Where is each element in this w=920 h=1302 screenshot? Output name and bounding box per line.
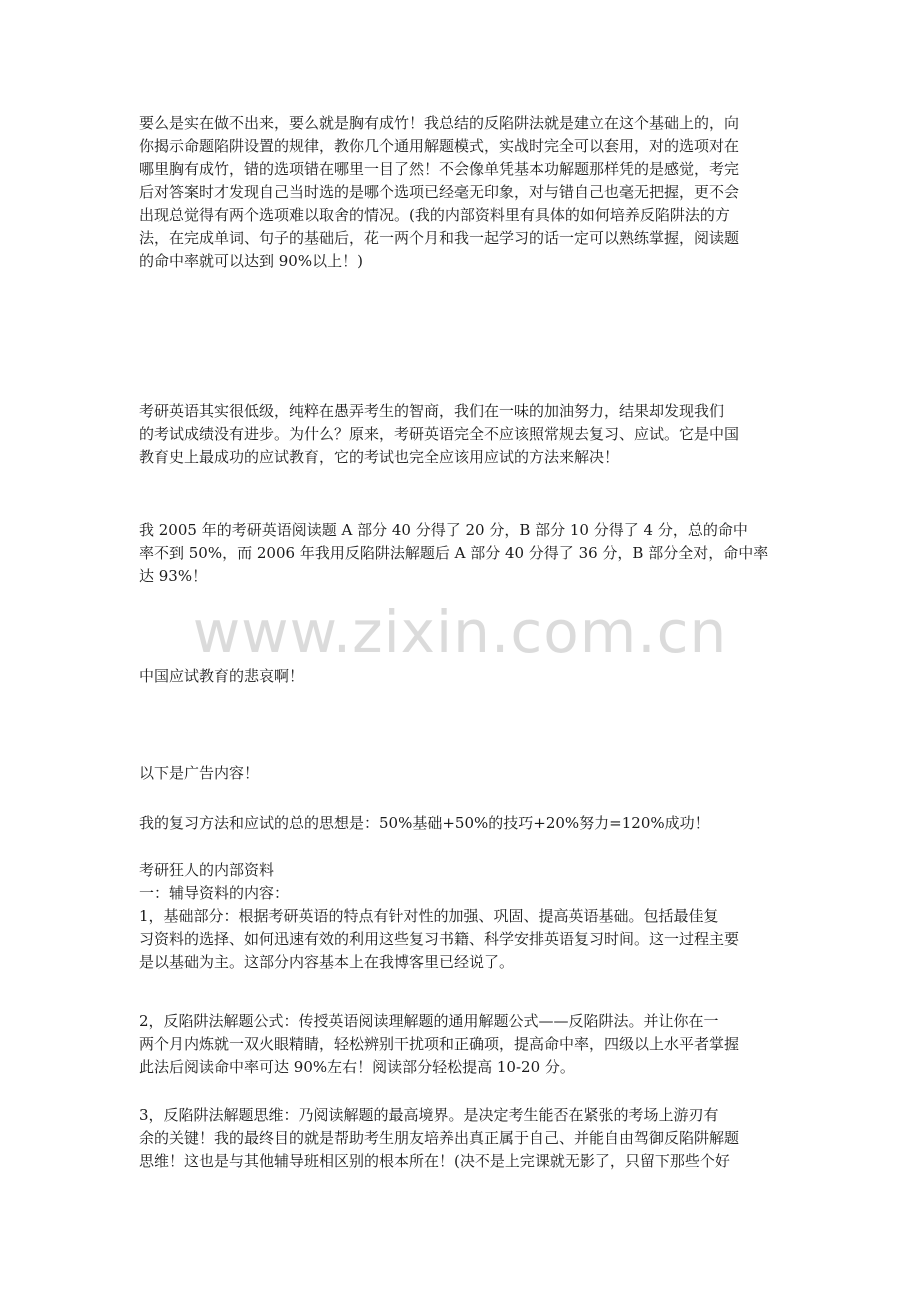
paragraph-materials-basics [139,859,789,974]
paragraph-trap-thinking [139,1104,789,1173]
watermark-text: www.zixin.com.cn [192,598,728,666]
text-line: 以下是广告内容！ [139,764,260,782]
text-line: 教育史上最成功的应试教育，它的考试也完全应该用应试的方法来解决！ [139,448,620,466]
text-line: 哪里胸有成竹，错的选项错在哪里一目了然！不会像单凭基本功解题那样凭的是感觉，考完 [139,160,740,178]
paragraph-exam-criticism [139,400,789,469]
text-line: 3，反陷阱法解题思维：乃阅读解题的最高境界。是决定考生能否在紧张的考场上游刃有 [139,1106,719,1124]
text-line: 率不到 50%，而 2006 年我用反陷阱法解题后 A 部分 40 分得了 36 分，B 部分全对，命中率 [139,544,769,562]
text-line: 达 93%！ [139,567,208,585]
text-line: 中国应试教育的悲哀啊！ [139,667,305,685]
text-line: 思维！这也是与其他辅导班相区别的根本所在！(决不是上完课就无影了，只留下那些个好 [139,1152,730,1170]
text-line: 习资料的选择、如何迅速有效的利用这些复习书籍、科学安排英语复习时间。这一过程主要 [139,930,740,948]
text-line: 要么是实在做不出来，要么就是胸有成竹！我总结的反陷阱法就是建立在这个基础上的，向 [139,114,740,132]
text-line: 你揭示命题陷阱设置的规律，教你几个通用解题模式，实战时完全可以套用，对的选项对在 [139,137,740,155]
paragraph-trap-method-intro [139,112,789,273]
text-line: 我 2005 年的考研英语阅读题 A 部分 40 分得了 20 分，B 部分 10 分得了 4 分，总的命中 [139,521,748,539]
text-line: 是以基础为主。这部分内容基本上在我博客里已经说了。 [139,953,515,971]
text-line: 考研英语其实很低级，纯粹在愚弄考生的智商，我们在一味的加油努力，结果却发现我们 [139,402,725,420]
text-line: 后对答案时才发现自己当时选的是哪个选项已经毫无印象，对与错自己也毫无把握，更不会 [139,183,740,201]
text-line: 法，在完成单词、句子的基础后，花一两个月和我一起学习的话一定可以熟练掌握，阅读题 [139,229,740,247]
text-line: 余的关键！我的最终目的就是帮助考生朋友培养出真正属于自己、并能自由驾御反陷阱解题 [139,1129,740,1147]
paragraph-ad-notice [139,762,789,785]
text-line: 的命中率就可以达到 90%以上！) [139,252,363,270]
text-line: 两个月内炼就一双火眼精睛，轻松辨别干扰项和正确项，提高命中率，四级以上水平者掌握 [139,1035,740,1053]
text-line: 我的复习方法和应试的总的思想是：50%基础+50%的技巧+20%努力=120%成功！ [139,814,710,832]
text-line: 2，反陷阱法解题公式：传授英语阅读理解题的通用解题公式——反陷阱法。并让你在一 [139,1012,719,1030]
text-line: 1，基础部分：根据考研英语的特点有针对性的加强、巩固、提高英语基础。包括最佳复 [139,907,719,925]
text-line: 出现总觉得有两个选项难以取舍的情况。(我的内部资料里有具体的如何培养反陷阱法的方 [139,206,730,224]
text-line: 一：辅导资料的内容： [139,884,290,902]
paragraph-trap-formula [139,1010,789,1079]
text-line: 的考试成绩没有进步。为什么？原来，考研英语完全不应该照常规去复习、应试。它是中国 [139,425,740,443]
paragraph-lament [139,665,789,688]
text-line: 此法后阅读命中率可达 90%左右！阅读部分轻松提高 10-20 分。 [139,1058,575,1076]
paragraph-score-comparison [139,519,789,588]
paragraph-method-formula [139,812,789,835]
text-line: 考研狂人的内部资料 [139,861,275,879]
